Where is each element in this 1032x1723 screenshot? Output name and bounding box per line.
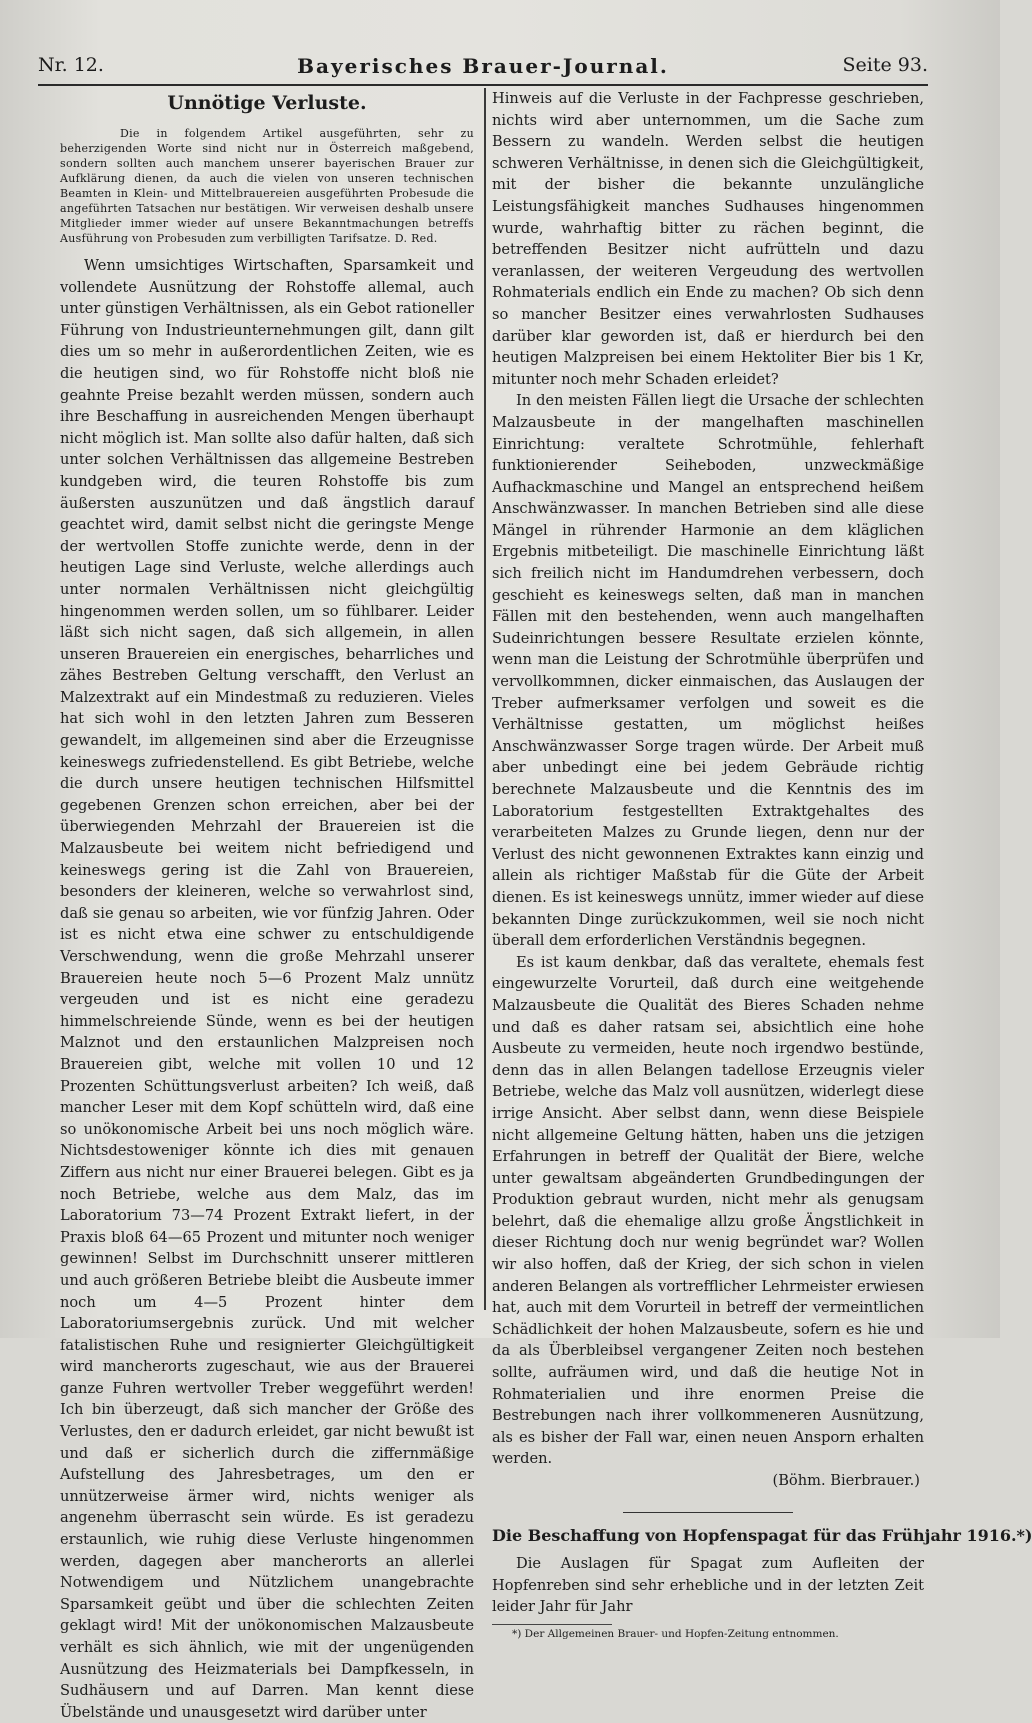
issue-number: Nr. 12. bbox=[38, 54, 104, 76]
section-separator bbox=[623, 1512, 793, 1514]
right-column bbox=[492, 88, 1032, 1640]
second-article-text: Die Auslagen für Spagat zum Aufleiten der Hopfenreben sind sehr erhebliche und in der letzten Zeit leider Jahr für Jahr bbox=[492, 1555, 924, 1616]
article-paragraph: Es ist kaum denkbar, daß das veraltete, ehemals fest eingewurzelte Vorurteil, daß durch eine weitgehende Malzausbeute die Qualität des Bieres Schaden nehme und daß es daher ratsam sei, absichtlich eine hohe Ausbeute zu vermeiden, heute noch irgendwo bestünde, denn das in allen Belangen tadellose Erzeugnis vieler Betriebe, welche das Malz voll ausnützen, widerlegt diese irrige Ansicht. Aber selbst dann, wenn diese Beispiele nicht allgemeine Geltung hätten, haben uns die jetzigen Erfahrungen in betreff der Qualität der Biere, welche unter gewaltsam abgeänderten Grundbedingungen der Produktion gebraut wurden, nicht mehr als genugsam belehrt, daß die ehemalige allzu große Ängstlichkeit in dieser Richtung doch nur wenig begründet war? Wollen wir also hoffen, daß der Krieg, der sich schon in vielen anderen Belangen als vortrefflicher Lehrmeister erwiesen hat, auch mit dem Vorurteil in betreff der vermeintlichen Schädlichkeit der hohen Malzausbeute, sofern es hie und da als Überbleibsel vergangener Zeiten noch bestehen sollte, aufräumen wird, und daß die heutige Not in Rohmaterialien und ihre enormen Preise die Bestrebungen nach ihrer vollkommeneren Ausnützung, als es bisher der Fall war, einen neuen Ansporn erhalten werden. bbox=[492, 953, 924, 1468]
second-article-title: Die Beschaffung von Hopfenspagat für das Frühjahr 1916.*) bbox=[492, 1526, 1032, 1546]
page-number: Seite 93. bbox=[842, 54, 928, 76]
header-rule bbox=[38, 84, 928, 86]
article-paragraph: Wenn umsichtiges Wirtschaften, Sparsamkeit und vollendete Ausnützung der Rohstoffe allemal, auch unter günstigen Verhältnissen, als ein Gebot rationeller Führung von Industrieunternehmungen gilt, dann gilt dies um so mehr in außerordentlichen Zeiten, wie es die heutigen sind, wo für Rohstoffe nicht bloß nie geahnte Preise bezahlt werden müssen, sondern auch ihre Beschaffung in ausreichenden Mengen überhaupt nicht möglich ist. Man sollte also dafür halten, daß sich unter solchen Verhältnissen das allgemeine Bestreben kundgeben wird, die teuren Rohstoffe bis zum äußersten auszunützen und daß ängstlich darauf geachtet wird, damit selbst nicht die geringste Menge der wertvollen Stoffe zunichte werde, denn in der heutigen Lage sind Verluste, welche allerdings auch unter normalen Verhältnissen nicht gleichgültig hingenommen werden sollen, um so fühlbarer. Leider läßt sich nicht sagen, daß sich allgemein, in allen unseren Brauereien ein energisches, beharrliches und zähes Bestreben Geltung verschafft, den Verlust an Malzextrakt auf ein Mindestmaß zu reduzieren. Vieles hat sich wohl in den letzten Jahren zum Besseren gewandelt, im allgemeinen sind aber die Erzeugnisse keineswegs zufriedenstellend. Es gibt Betriebe, welche die durch unsere heutigen technischen Hilfsmittel gegebenen Grenzen schon erreichen, aber bei der überwiegenden Mehrzahl der Brauereien ist die Malzausbeute bei weitem nicht befriedigend und keineswegs gering ist die Zahl von Brauereien, besonders der kleineren, welche so verwahrlost sind, daß sie genau so arbeiten, wie vor fünfzig Jahren. Oder ist es nicht etwa eine schwer zu entschuldigende Verschwendung, wenn die große Mehrzahl unserer Brauereien heute noch 5—6 Prozent Malz unnütz vergeuden und ist es nicht eine geradezu himmelschreiende Sünde, wenn es bei der heutigen Malznot und den erstaunlichen Malzpreisen noch Brauereien gibt, welche mit vollen 10 und 12 Prozenten Schüttungsverlust arbeiten? Ich weiß, daß mancher Leser mit dem Kopf schütteln wird, daß eine so unökonomische Arbeit bei uns noch möglich wäre. Nichtsdestoweniger könnte ich dies mit genauen Ziffern aus nicht nur einer Brauerei belegen. Gibt es ja noch Betriebe, welche aus dem Malz, das im Laboratorium 73—74 Prozent Extrakt liefert, in der Praxis bloß 64—65 Prozent und mitunter noch weniger gewinnen! Selbst im Durchschnitt unserer mittleren und auch größeren Betriebe bleibt die Ausbeute immer noch um 4—5 Prozent hinter dem Laboratoriumsergebnis zurück. Und mit welcher fatalistischen Ruhe und resignierter Gleichgültigkeit wird mancherorts zugeschaut, wie aus der Brauerei ganze Fuhren wertvoller Treber weggeführt werden! Ich bin überzeugt, daß sich mancher der Größe des Verlustes, den er dadurch erleidet, gar nicht bewußt ist und daß er sicherlich durch die ziffernmäßige Aufstellung des Jahresbetrages, um den er unnützerweise ärmer wird, nichts weniger als angenehm überrascht sein würde. Es ist geradezu erstaunlich, wie ruhig diese Verluste hingenommen werden, dagegen aber mancherorts an allerlei Notwendigem und Nützlichem unangebrachte Sparsamkeit geübt und über die schlechten Zeiten geklagt wird! Mit der unökonomischen Malzausbeute verhält es sich ähnlich, wie mit der ungenügenden Ausnützung des Heizmaterials bei Dampfkesseln, in Sudhäusern und auf Darren. Man kennt diese Übelstände und unausgesetzt wird darüber unter bbox=[60, 257, 474, 1721]
column-divider bbox=[484, 88, 486, 1310]
article-paragraph: In den meisten Fällen liegt die Ursache der schlechten Malzausbeute in der mangelhaften maschinellen Einrichtung: veraltete Schrotmühle, fehlerhaft funktionierender Seiheboden, unzweckmäßige Aufhackmaschine und Mangel an entsprechend heißem Anschwänzwasser. In manchen Betrieben sind alle diese Mängel in rührender Harmonie an dem kläglichen Ergebnis mitbeteiligt. Die maschinelle Einrichtung läßt sich freilich nicht im Handumdrehen verbessern, doch geschieht es keineswegs selten, daß man in manchen Fällen mit den bestehenden, wenn auch mangelhaften Sudeinrichtungen bessere Resultate erzielen könnte, wenn man die Leistung der Schrotmühle überprüfen und vervollkommnen, dicker einmaischen, das Auslaugen der Treber aufmerksamer verfolgen und soweit es die Verhältnisse gestatten, um möglichst heißes Anschwänzwasser Sorge tragen würde. Der Arbeit muß aber unbedingt eine bei jedem Gebräude richtig berechnete Malzausbeute und die Kenntnis des im Laboratorium festgestellten Extraktgehaltes des verarbeiteten Malzes zu Grunde liegen, denn nur der Verlust des nicht gewonnenen Extraktes kann einzig und allein als richtiger Maßstab für die Güte der Arbeit dienen. Es ist keineswegs unnütz, immer wieder auf diese bekannten Dinge zurückzukommen, weil sie noch nicht überall dem erforderlichen Verständnis begegnen. bbox=[492, 392, 924, 950]
article-paragraph: Hinweis auf die Verluste in der Fachpresse geschrieben, nichts wird aber unternommen, um die Sache zum Bessern zu wandeln. Werden selbst die heutigen schweren Verhältnisse, in denen sich die Gleichgültigkeit, mit der bisher die bekannte unzulängliche Leistungsfähigkeit manches Sudhauses hingenommen wurde, wahrhaftig bitter zu rächen beginnt, die betreffenden Besitzer nicht aufrütteln und dazu veranlassen, der weiteren Vergeudung des wertvollen Rohmaterials endlich ein Ende zu machen? Ob sich denn so mancher Besitzer eines verwahrlosten Sudhauses darüber klar geworden ist, daß er hierdurch bei den heutigen Malzpreisen bei einem Hektoliter Bier bis 1 Kr, mitunter noch mehr Schaden erleidet? bbox=[492, 90, 924, 388]
article-title: Unnötige Verluste. bbox=[167, 92, 367, 114]
page-header bbox=[38, 50, 928, 84]
editorial-note: Die in folgendem Artikel ausgeführten, sehr zu beherzigenden Worte sind nicht nur in Österreich maßgebend, sondern sollten auch manchem unserer bayerischen Brauer zur Aufklärung dienen, da auch die vielen von unseren technischen Beamten in Klein- und Mittelbrauereien ausgeführten Probesude die angeführten Tatsachen nur bestätigen. Wir verweisen deshalb unsere Mitglieder immer wieder auf unsere Bekanntmachungen betreffs Ausführung von Probesuden zum verbilligten Tarifsatze. D. Red. bbox=[60, 127, 474, 245]
footnote: *) Der Allgemeinen Brauer- und Hopfen-Zeitung entnommen. bbox=[512, 1627, 839, 1640]
journal-title: Bayerisches Brauer-Journal. bbox=[297, 54, 669, 78]
footnote-rule bbox=[492, 1624, 612, 1625]
source-signature: (Böhm. Bierbrauer.) bbox=[772, 1472, 920, 1489]
left-column bbox=[60, 88, 474, 1721]
